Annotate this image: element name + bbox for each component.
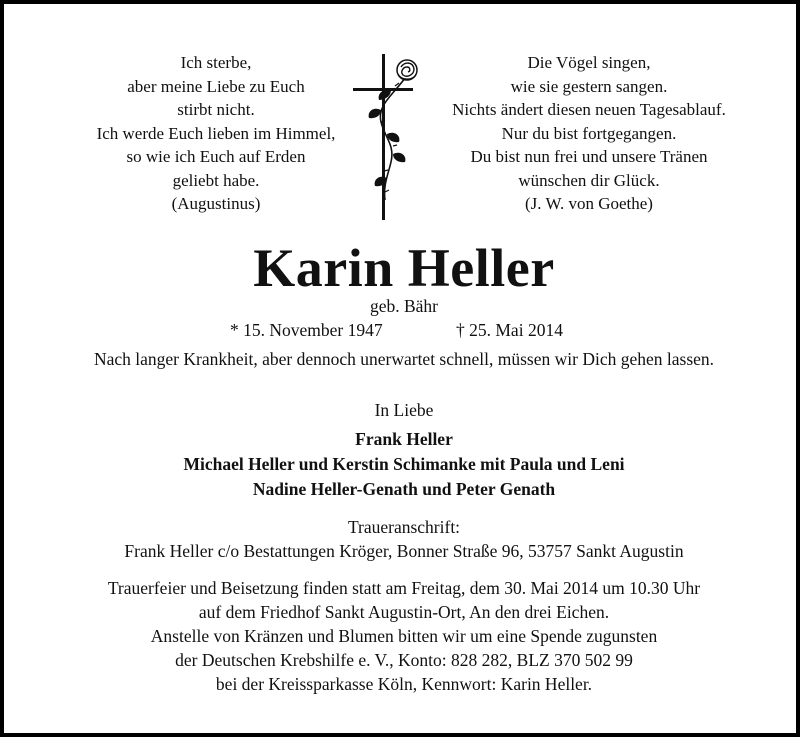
poem-left-author: (Augustinus) xyxy=(171,194,261,213)
poem-left-line: stirbt nicht. xyxy=(177,100,255,119)
poem-left-line: Ich sterbe, xyxy=(180,53,252,72)
poem-right-line: Nur du bist fortgegangen. xyxy=(501,123,677,143)
funeral-info-line: bei der Kreissparkasse Köln, Kennwort: Karin Heller. xyxy=(215,674,593,694)
poem-right-line: wünschen dir Glück. xyxy=(518,170,660,190)
poem-right-line: Die Vögel singen, xyxy=(527,53,651,72)
poem-right-author: (J. W. von Goethe) xyxy=(525,194,653,213)
poem-right-line: Nichts ändert diesen neuen Tagesablauf. xyxy=(452,100,726,119)
poem-right-line: wie sie gestern sangen. xyxy=(510,76,668,96)
poem-left-line: Ich werde Euch lieben im Himmel, xyxy=(96,123,336,143)
maiden-name: geb. Bähr xyxy=(369,296,439,316)
funeral-info-line: auf dem Friedhof Sankt Augustin-Ort, An den drei Eichen. xyxy=(198,602,610,622)
funeral-info-line: Trauerfeier und Beisetzung finden statt am Freitag, dem 30. Mai 2014 um 10.30 Uhr xyxy=(107,578,701,598)
poem-left-line: so wie ich Euch auf Erden xyxy=(126,147,306,166)
mourner-name: Michael Heller und Kerstin Schimanke mit Paula und Leni xyxy=(183,454,625,474)
farewell-message: Nach langer Krankheit, aber dennoch unerwartet schnell, müssen wir Dich gehen lassen. xyxy=(93,349,715,369)
death-date: † 25. Mai 2014 xyxy=(456,320,563,340)
life-dates xyxy=(4,318,800,342)
poem-right xyxy=(439,51,739,216)
poem-left-line: aber meine Liebe zu Euch xyxy=(127,76,305,96)
funeral-info-line: der Deutschen Krebshilfe e. V., Konto: 828 282, BLZ 370 502 99 xyxy=(175,650,633,670)
deceased-name: Karin Heller xyxy=(253,238,555,298)
in-love-heading: In Liebe xyxy=(374,400,434,420)
funeral-info-line: Anstelle von Kränzen und Blumen bitten wir um eine Spende zugunsten xyxy=(150,626,658,646)
address-line: Frank Heller c/o Bestattungen Kröger, Bonner Straße 96, 53757 Sankt Augustin xyxy=(124,541,684,561)
mourner-name: Frank Heller xyxy=(355,429,453,449)
cross-with-rose-icon xyxy=(347,50,427,222)
poem-right-line: Du bist nun frei und unsere Tränen xyxy=(470,147,708,166)
address-label: Traueranschrift: xyxy=(347,517,461,537)
birth-date: * 15. November 1947 xyxy=(230,320,383,340)
poem-left-line: geliebt habe. xyxy=(172,170,260,190)
poem-left xyxy=(66,51,366,216)
mourner-name: Nadine Heller-Genath und Peter Genath xyxy=(252,479,556,499)
